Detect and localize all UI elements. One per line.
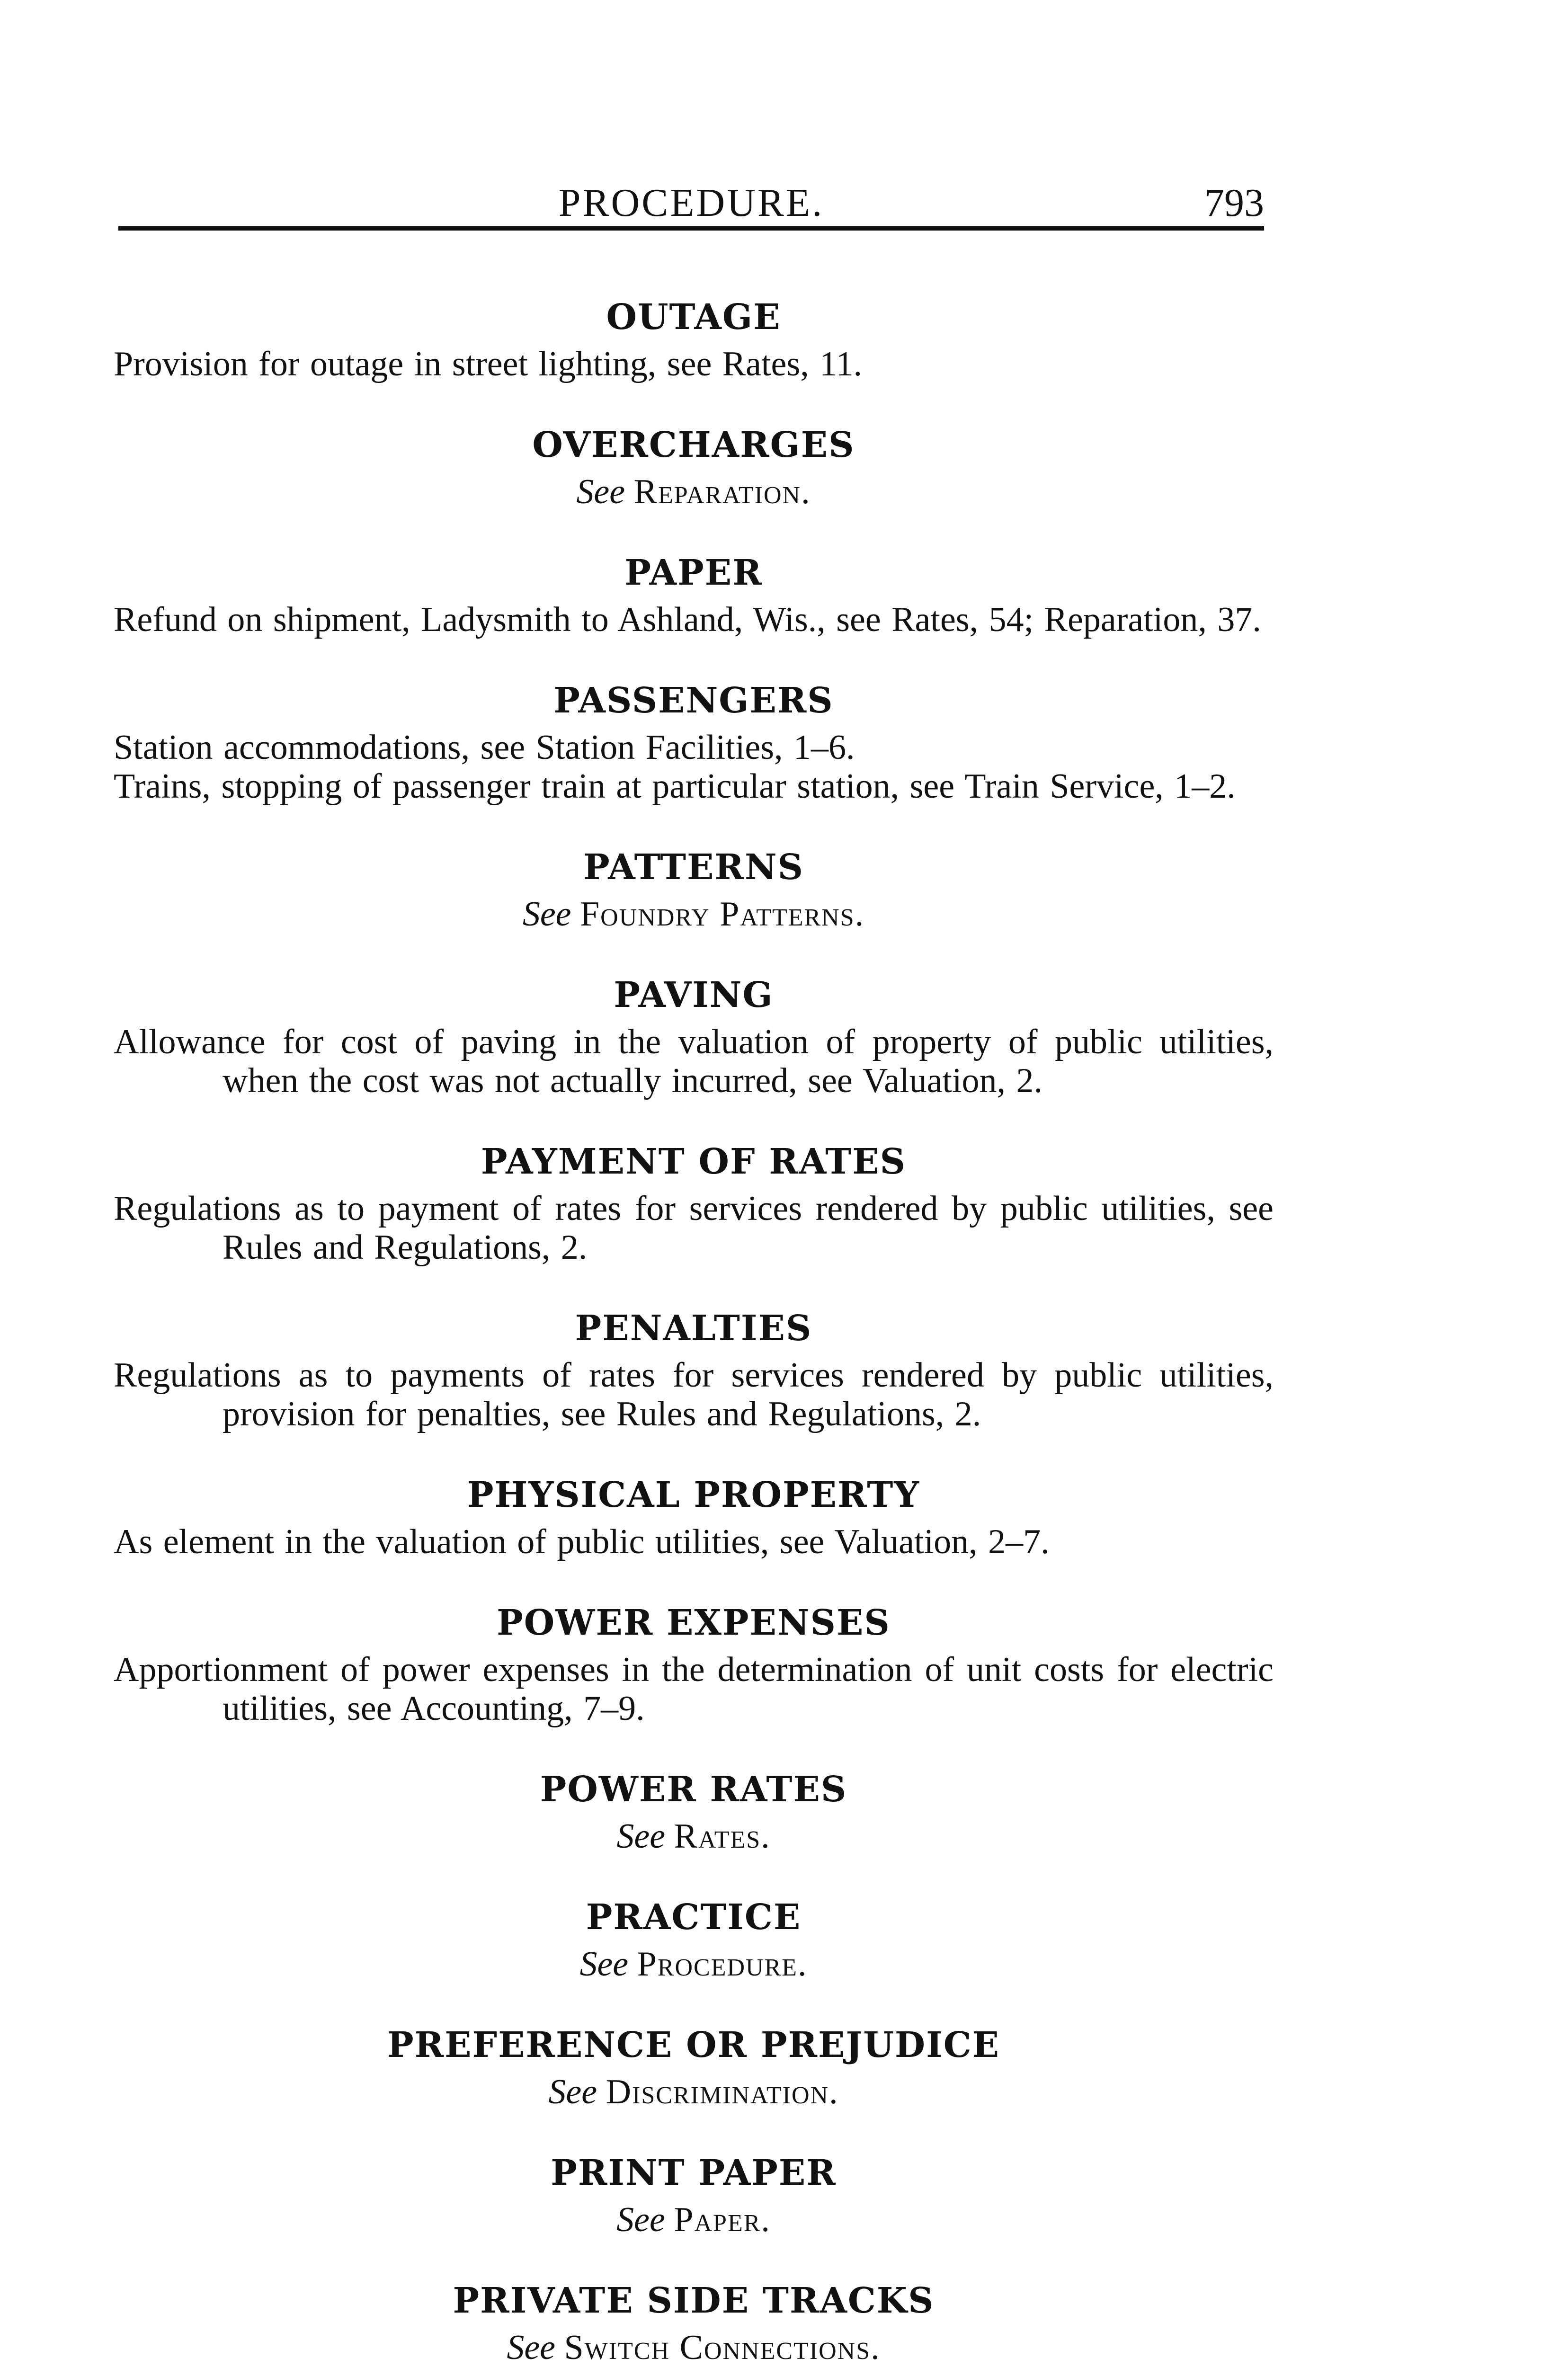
entry-heading: POWER EXPENSES xyxy=(497,1602,891,1643)
entry-heading: OUTAGE xyxy=(606,297,781,338)
entry-line: Refund on shipment, Ladysmith to Ashland, Wis., see Rates, 54; Reparation, 37. xyxy=(114,600,1261,639)
see-target: Rates. xyxy=(674,1817,771,1856)
entry-line: Trains, stopping of passenger train at particular station, see Train Service, 1–2. xyxy=(114,767,1236,806)
entry-line: Station accommodations, see Station Facilities, 1–6. xyxy=(114,728,855,767)
see-target: Procedure. xyxy=(637,1945,808,1984)
see-word: See xyxy=(616,2200,665,2239)
index-entries xyxy=(114,294,1274,2367)
entry-line: Apportionment of power expenses in the determination of unit costs for electric utilities, see Accounting, 7–9. xyxy=(114,1650,1274,1728)
see-reference xyxy=(114,2200,1274,2239)
entry-payment-of-rates xyxy=(114,1138,1274,1267)
entry-heading: PRINT PAPER xyxy=(551,2153,837,2193)
header-rule xyxy=(118,226,1264,231)
see-reference xyxy=(114,2328,1274,2367)
entry-physical-property xyxy=(114,1471,1274,1561)
entry-private-side-tracks xyxy=(114,2277,1274,2367)
see-word: See xyxy=(616,1817,666,1856)
see-target: Discrimination. xyxy=(606,2073,839,2111)
see-reference xyxy=(114,1945,1274,1984)
entry-print-paper xyxy=(114,2149,1274,2239)
see-target: Switch Connections. xyxy=(564,2328,881,2367)
entry-passengers xyxy=(114,677,1274,806)
running-title: PROCEDURE. xyxy=(558,181,824,225)
entry-power-expenses xyxy=(114,1599,1274,1728)
entry-line: Regulations as to payments of rates for services rendered by public utilities, provision for penalties, see Rules and Regulations, 2. xyxy=(114,1356,1274,1433)
see-target: Foundry Patterns. xyxy=(580,895,865,934)
see-reference xyxy=(114,472,1274,511)
see-word: See xyxy=(548,2073,597,2111)
entry-line: Provision for outage in street lighting, see Rates, 11. xyxy=(114,345,862,383)
see-target: Paper. xyxy=(674,2200,771,2239)
entry-paper xyxy=(114,549,1274,639)
entry-patterns xyxy=(114,844,1274,934)
entry-power-rates xyxy=(114,1766,1274,1856)
see-word: See xyxy=(579,1945,629,1984)
see-word: See xyxy=(507,2328,556,2367)
entry-line: Regulations as to payment of rates for services rendered by public utilities, see Rules and Regulations, 2. xyxy=(114,1189,1274,1267)
see-word: See xyxy=(576,472,625,511)
entry-heading: PHYSICAL PROPERTY xyxy=(467,1475,920,1515)
entry-line: Allowance for cost of paving in the valuation of property of public utilities, when the cost was not actually incurred, see Valuation, 2. xyxy=(114,1023,1274,1100)
entry-practice xyxy=(114,1894,1274,1984)
entry-heading: PAPER xyxy=(624,552,763,593)
entry-heading: POWER RATES xyxy=(540,1769,847,1810)
entry-heading: PASSENGERS xyxy=(553,680,834,721)
entry-heading: PAVING xyxy=(614,975,774,1015)
page-number: 793 xyxy=(1204,181,1264,225)
see-word: See xyxy=(522,895,571,934)
see-target: Reparation. xyxy=(633,472,811,511)
see-reference xyxy=(114,2073,1274,2111)
running-head xyxy=(118,170,1264,232)
entry-heading: PENALTIES xyxy=(575,1308,812,1349)
entry-heading: PATTERNS xyxy=(583,847,804,888)
see-reference xyxy=(114,895,1274,934)
entry-line: As element in the valuation of public utilities, see Valuation, 2–7. xyxy=(114,1522,1050,1561)
entry-penalties xyxy=(114,1305,1274,1433)
entry-heading: PRIVATE SIDE TRACKS xyxy=(453,2280,935,2321)
entry-preference-or-prejudice xyxy=(114,2021,1274,2111)
entry-heading: PRACTICE xyxy=(586,1897,802,1938)
see-reference xyxy=(114,1817,1274,1856)
entry-outage xyxy=(114,294,1274,383)
entry-heading: OVERCHARGES xyxy=(532,425,855,465)
entry-overcharges xyxy=(114,421,1274,511)
entry-heading: PAYMENT OF RATES xyxy=(481,1141,907,1182)
entry-paving xyxy=(114,971,1274,1100)
entry-heading: PREFERENCE OR PREJUDICE xyxy=(387,2025,1000,2065)
